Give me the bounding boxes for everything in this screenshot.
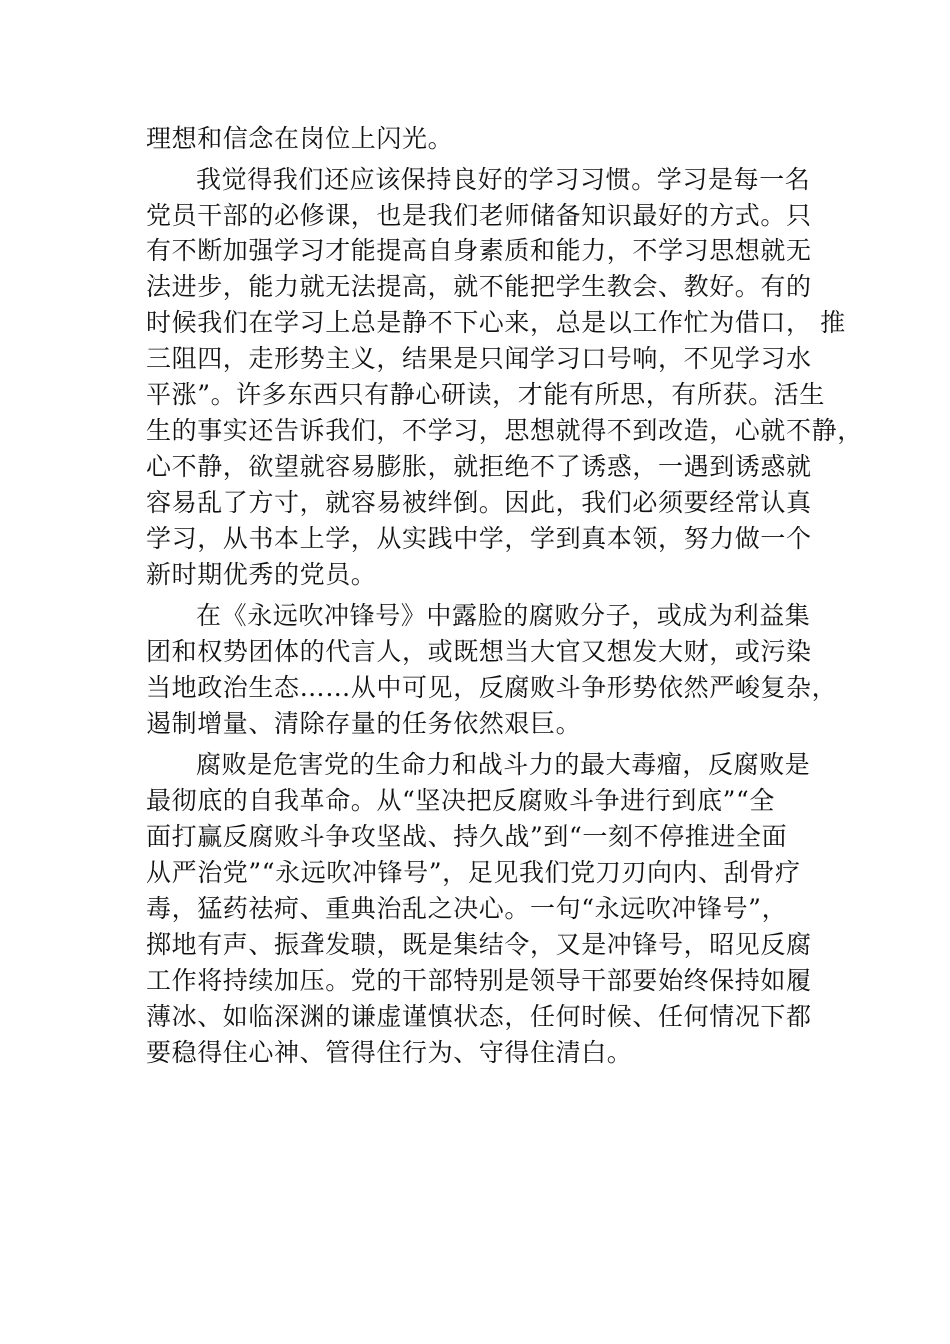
text-line: 团和权势团体的代言人，或既想当大官又想发大财，或污染 <box>146 637 812 666</box>
text-line: 要稳得住心神、管得住行为、守得住清白。 <box>146 1038 633 1067</box>
text-line: 生的事实还告诉我们，不学习，思想就得不到改造，心就不静， <box>146 416 863 445</box>
text-line: 时候我们在学习上总是静不下心来，总是以工作忙为借口， 推 <box>146 308 846 337</box>
text-line: 平涨”。许多东西只有静心研读，才能有所思，有所获。活生 <box>146 380 825 409</box>
text-line: 工作将持续加压。党的干部特别是领导干部要始终保持如履 <box>146 966 812 995</box>
text-line: 理想和信念在岗位上闪光。 <box>146 124 454 153</box>
paragraph-first-line: 我觉得我们还应该保持良好的学习习惯。学习是每一名 <box>196 165 811 194</box>
text-line: 党员干部的必修课，也是我们老师储备知识最好的方式。只 <box>146 201 812 230</box>
text-line: 遏制增量、清除存量的任务依然艰巨。 <box>146 709 582 738</box>
text-line: 容易乱了方寸，就容易被绊倒。因此，我们必须要经常认真 <box>146 488 812 517</box>
text-line: 新时期优秀的党员。 <box>146 560 377 589</box>
text-line: 掷地有声、振聋发聩，既是集结令，又是冲锋号，昭见反腐 <box>146 930 812 959</box>
text-line: 当地政治生态……从中可见，反腐败斗争形势依然严峻复杂， <box>146 673 838 702</box>
text-line: 从严治党”“永远吹冲锋号”，足见我们党刀刃向内、刮骨疗 <box>146 858 801 887</box>
text-line: 最彻底的自我革命。从“坚决把反腐败斗争进行到底”“全 <box>146 786 775 815</box>
text-line: 毒，猛药祛疴、重典治乱之决心。一句“永远吹冲锋号”， <box>146 894 788 923</box>
text-line: 心不静，欲望就容易膨胀，就拒绝不了诱惑，一遇到诱惑就 <box>146 452 812 481</box>
text-line: 三阻四，走形势主义，结果是只闻学习口号响，不见学习水 <box>146 344 812 373</box>
paragraph-first-line: 腐败是危害党的生命力和战斗力的最大毒瘤，反腐败是 <box>196 750 811 779</box>
paragraph-first-line: 在《永远吹冲锋号》中露脸的腐败分子，或成为利益集 <box>196 601 811 630</box>
text-line: 面打赢反腐败斗争攻坚战、持久战”到“一刻不停推进全面 <box>146 822 788 851</box>
text-line: 法进步，能力就无法提高，就不能把学生教会、教好。有的 <box>146 272 812 301</box>
text-line: 学习，从书本上学，从实践中学，学到真本领，努力做一个 <box>146 524 812 553</box>
text-line: 有不断加强学习才能提高自身素质和能力，不学习思想就无 <box>146 236 812 265</box>
text-line: 薄冰、如临深渊的谦虚谨慎状态，任何时候、任何情况下都 <box>146 1002 812 1031</box>
